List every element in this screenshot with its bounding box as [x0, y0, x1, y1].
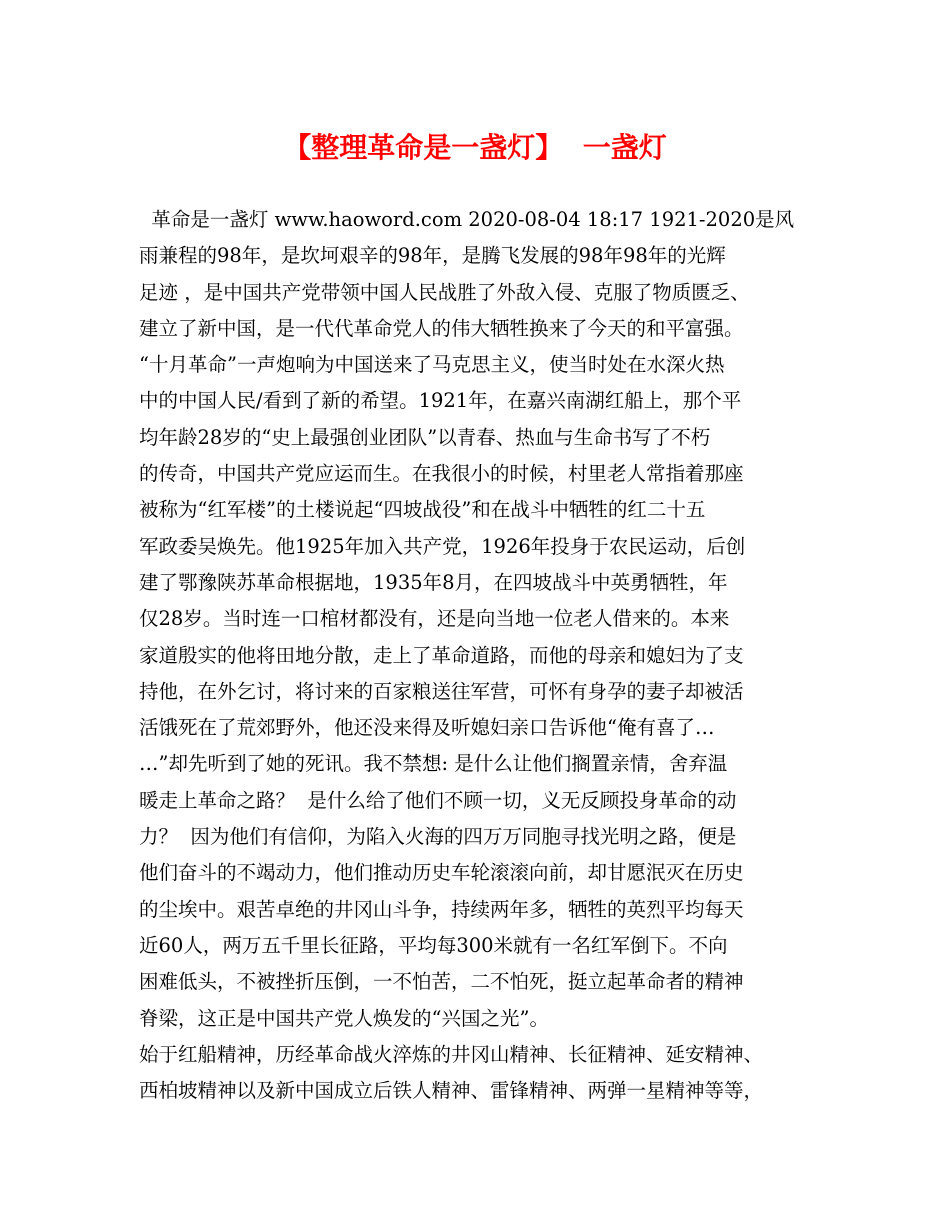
body-line: 始于红船精神，历经革命战火淬炼的井冈山精神、长征精神、延安精神、: [139, 1042, 764, 1066]
body-line: 建立了新中国，是一代代革命党人的伟大牺牲换来了今天的和平富强。: [139, 316, 744, 340]
body-line: 持他，在外乞讨，将讨来的百家粮送往军营，可怀有身孕的妻子却被活: [139, 679, 744, 703]
body-line: 的传奇，中国共产党应运而生。在我很小的时候，村里老人常指着那座: [139, 462, 744, 486]
body-line: 近60人，两万五千里长征路，平均每300米就有一名红军倒下。不向: [139, 933, 728, 957]
body-line: 困难低头，不被挫折压倒，一不怕苦，二不怕死，挺立起革命者的精神: [139, 970, 744, 994]
body-line: 暖走上革命之路？ 是什么给了他们不顾一切，义无反顾投身革命的动: [139, 788, 737, 812]
body-line: 雨兼程的98年，是坎坷艰辛的98年，是腾飞发展的98年98年的光辉: [139, 244, 726, 268]
body-line: 均年龄28岁的“史上最强创业团队”以青春、热血与生命书写了不朽: [139, 425, 711, 449]
body-line: 他们奋斗的不竭动力，他们推动历史车轮滚滚向前，却甘愿泯灭在历史: [139, 861, 744, 885]
body-line: 建了鄂豫陕苏革命根据地，1935年8月，在四坡战斗中英勇牺牲，年: [139, 570, 728, 594]
body-line: “十月革命”一声炮响为中国送来了马克思主义，使当时处在水深火热: [139, 353, 725, 377]
body-line: 家道殷实的他将田地分散，走上了革命道路，而他的母亲和媳妇为了支: [139, 643, 744, 667]
body-line: 被称为“红军楼”的土楼说起“四坡战役”和在战斗中牺牲的红二十五: [139, 498, 706, 522]
body-line: …”却先听到了她的死讯。我不禁想: 是什么让他们搁置亲情，舍弃温: [139, 752, 728, 776]
body-line: 活饿死在了荒郊野外，他还没来得及听媳妇亲口告诉他“俺有喜了…: [139, 716, 715, 740]
document-body: [139, 202, 829, 1109]
body-line: 脊梁，这正是中国共产党人焕发的“兴国之光”。: [139, 1006, 549, 1030]
body-line: 革命是一盏灯 www.haoword.com 2020-08-04 18:17 1921-2020是风: [139, 208, 795, 231]
body-line: 足迹 ，是中国共产党带领中国人民战胜了外敌入侵、克服了物质匮乏、: [139, 280, 750, 304]
body-line: 军政委吴焕先。他1925年加入共产党，1926年投身于农民运动，后创: [139, 534, 746, 558]
body-line: 仅28岁。当时连一口棺材都没有，还是向当地一位老人借来的。本来: [139, 607, 730, 631]
body-line: 中的中国人民/看到了新的希望。1921年，在嘉兴南湖红船上，那个平: [139, 389, 742, 413]
body-line: 力？ 因为他们有信仰，为陷入火海的四万万同胞寻找光明之路，便是: [139, 825, 737, 849]
body-line: 西柏坡精神以及新中国成立后铁人精神、雷锋精神、两弹一星精神等等，: [139, 1079, 764, 1103]
document-title: 【整理革命是一盏灯】 一盏灯: [283, 131, 667, 164]
body-line: 的尘埃中。艰苦卓绝的井冈山斗争，持续两年多，牺牲的英烈平均每天: [139, 897, 744, 921]
